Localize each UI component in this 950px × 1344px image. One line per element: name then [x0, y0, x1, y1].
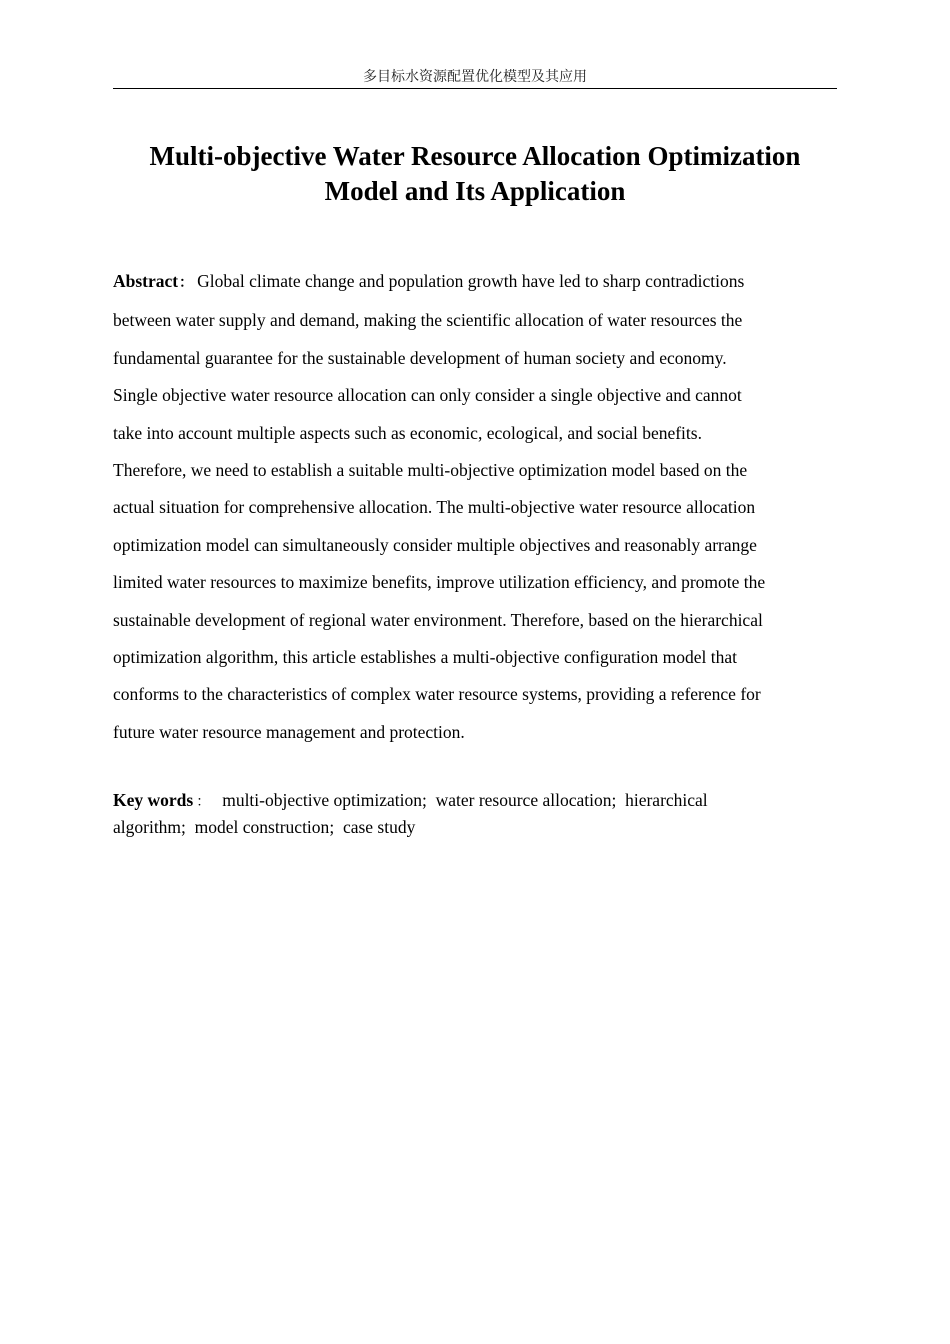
keyword-item-part: hierarchical — [625, 790, 708, 810]
abstract-line: Single objective water resource allocation can only consider a single objective and cannot — [113, 385, 742, 406]
abstract-colon: ： — [179, 275, 194, 291]
abstract-label: Abstract — [113, 271, 179, 291]
paper-title — [113, 139, 837, 209]
keyword-item-part: algorithm — [113, 817, 182, 837]
keyword-item: multi-objective optimization — [222, 790, 422, 810]
keywords-colon: ： — [196, 794, 211, 810]
keywords-label: Key words — [113, 790, 194, 810]
keywords-line — [113, 788, 837, 815]
keyword-item: case study — [342, 817, 416, 837]
abstract-line: future water resource management and protection. — [113, 721, 465, 742]
keyword-separator: ; — [421, 790, 436, 810]
keywords-line — [113, 815, 837, 840]
keyword-separator: ; — [181, 817, 195, 837]
abstract-line: between water supply and demand, making the scientific allocation of water resources the — [113, 310, 743, 331]
abstract-line: fundamental guarantee for the sustainable development of human society and economy. — [113, 347, 727, 368]
abstract-text: Global climate change and population growth have led to sharp contradictions — [197, 271, 745, 291]
keyword-item: model construction — [194, 817, 330, 837]
abstract-section — [113, 263, 837, 751]
abstract-line: limited water resources to maximize benefits, improve utilization efficiency, and promote the — [113, 572, 766, 593]
running-header: 多目标水资源配置优化模型及其应用 — [113, 66, 837, 89]
abstract-line: optimization algorithm, this article establishes a multi-objective configuration model that — [113, 647, 738, 668]
abstract-line: conforms to the characteristics of complex water resource systems, providing a reference for — [113, 684, 761, 705]
keywords-section — [113, 788, 837, 840]
abstract-line: actual situation for comprehensive allocation. The multi-objective water resource allocation — [113, 497, 756, 518]
abstract-line: Therefore, we need to establish a suitable multi-objective optimization model based on the — [113, 460, 748, 481]
title-line-1: Multi-objective Water Resource Allocation Optimization — [149, 141, 801, 171]
abstract-line: take into account multiple aspects such as economic, ecological, and social benefits. — [113, 422, 702, 443]
abstract-line — [113, 263, 837, 302]
keyword-item: water resource allocation — [435, 790, 612, 810]
abstract-line: sustainable development of regional water environment. Therefore, based on the hierarchical — [113, 609, 763, 630]
keyword-separator: ; — [611, 790, 626, 810]
title-line-2: Model and Its Application — [324, 176, 626, 206]
keyword-separator: ; — [329, 817, 343, 837]
abstract-line: optimization model can simultaneously consider multiple objectives and reasonably arrange — [113, 534, 757, 555]
